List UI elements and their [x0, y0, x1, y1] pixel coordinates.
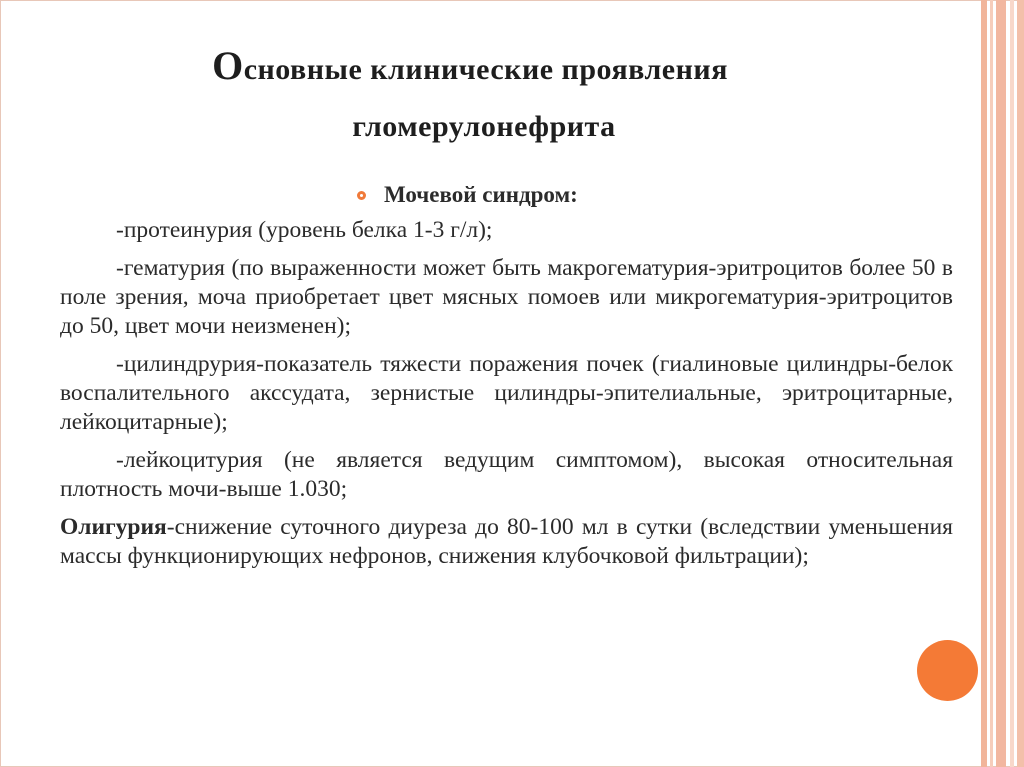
- decorative-stripe: [1017, 0, 1024, 767]
- circle-bullet-icon: [357, 191, 366, 200]
- oliguria-definition: -снижение суточного диуреза до 80-100 мл в сутки (вследствии уменьшения массы функционирующих нефронов, снижения клубочковой фильтрации);: [60, 514, 953, 569]
- title-line-1-text: сновные клинические проявления: [243, 53, 728, 86]
- paragraph-oliguria: [60, 513, 953, 571]
- paragraph-hematuria: -гематурия (по выраженности может быть макрогематурия-эритроцитов более 50 в поле зрения, моча приобретает цвет мясных помоев или микрогематурия-эритроцитов до 50, цвет мочи неизменен);: [60, 255, 953, 339]
- section-heading-label: Мочевой синдром:: [384, 182, 578, 207]
- paragraph-proteinuria: -протеинурия (уровень белка 1-3 г/л);: [116, 217, 493, 243]
- decorative-stripe: [1010, 0, 1014, 767]
- decorative-circle-icon: [917, 640, 978, 701]
- title-initial-capital: О: [212, 43, 244, 88]
- slide-title: [0, 43, 940, 143]
- paragraph-cylindruria: -цилиндрурия-показатель тяжести поражения почек (гиалиновые цилиндры-белок воспалительного акссудата, зернистые цилиндры-эпителиальные, эритроцитарные, лейкоцитарные);: [60, 351, 953, 435]
- decorative-stripe: [996, 0, 1006, 767]
- decorative-stripe: [981, 0, 987, 767]
- decorative-stripe: [990, 0, 993, 767]
- oliguria-term: Олигурия: [60, 514, 167, 540]
- title-line-2: гломерулонефрита: [352, 110, 616, 143]
- title-line-1: [0, 43, 940, 88]
- slide-body: [60, 216, 953, 571]
- paragraph-leukocyturia: -лейкоцитурия (не является ведущим симптомом), высокая относительная плотность мочи-выше 1.030;: [60, 447, 953, 502]
